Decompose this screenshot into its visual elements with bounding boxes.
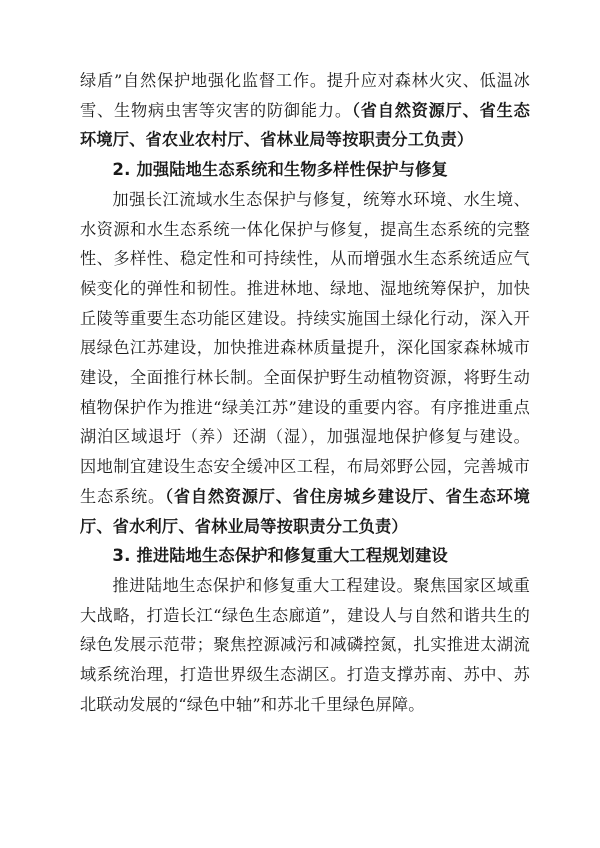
section-3-heading: [80, 541, 530, 571]
section-2-paragraph: [80, 185, 530, 541]
section-2-heading: [80, 155, 530, 185]
section-2-body: 加强长江流域水生态保护与修复，统筹水环境、水生境、水资源和水生态系统一体化保护与修复，提高生态系统的完整性、多样性、稳定性和可持续性，从而增强水生态系统适应气候变化的弹性和韧性。推进林地、绿地、湿地统筹保护，加快丘陵等重要生态功能区建设。持续实施国土绿化行动，深入开展绿色江苏建设，加快推进森林质量提升，深化国家森林城市建设，全面推行林长制。全面保护野生动植物资源，将野生动植物保护作为推进“绿美江苏”建设的重要内容。有序推进重点湖泊区域退圩（养）还湖（湿），加强湿地保护修复与建设。因地制宜建设生态安全缓冲区工程，布局郊野公园，完善城市生态系统。: [80, 189, 530, 506]
document-page: [80, 66, 530, 719]
intro-text: 绿盾”自然保护地强化监督工作。提升应对森林火灾、低温冰雪、生物病虫害等灾害的防御能力。: [80, 71, 530, 120]
section-2-title: 加强陆地生态系统和生物多样性保护与修复: [136, 160, 448, 180]
section-3-body: 推进陆地生态保护和修复重大工程建设。聚焦国家区域重大战略，打造长江“绿色生态廊道”，建设人与自然和谐共生的绿色发展示范带；聚焦控源减污和减磷控氮，扎实推进太湖流域系统治理，打造世界级生态湖区。打造支撑苏南、苏中、苏北联动发展的“绿色中轴”和苏北千里绿色屏障。: [80, 575, 530, 714]
section-2-number: 2.: [112, 160, 131, 180]
section-3-number: 3.: [112, 546, 131, 566]
section-2-responsibility: （省自然资源厅、省住房城乡建设厅、省生态环境厅、省水利厅、省林业局等按职责分工负责）: [80, 486, 530, 536]
intro-paragraph: [80, 66, 530, 155]
section-3-title: 推进陆地生态保护和修复重大工程规划建设: [136, 546, 448, 566]
section-3-paragraph: [80, 571, 530, 720]
intro-responsibility: （省自然资源厅、省生态环境厅、省农业农村厅、省林业局等按职责分工负责）: [80, 100, 530, 150]
